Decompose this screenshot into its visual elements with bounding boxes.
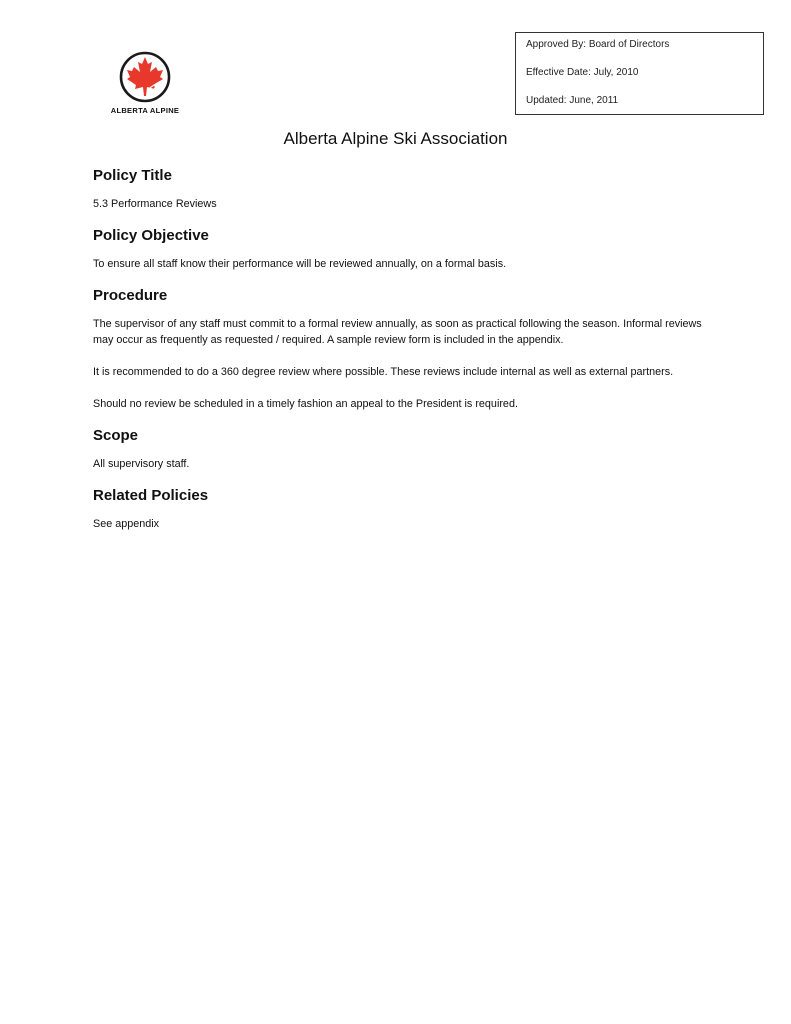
section-related-policies (93, 486, 703, 532)
logo-text: ALBERTA ALPINE (110, 106, 180, 115)
section-scope (93, 426, 703, 472)
section-policy-title (93, 166, 703, 212)
section-text: Should no review be scheduled in a timely fashion an appeal to the President is required. (93, 398, 518, 410)
policy-content (93, 166, 703, 544)
section-heading: Policy Objective (93, 227, 209, 244)
section-text: To ensure all staff know their performance will be reviewed annually, on a formal basis. (93, 258, 507, 270)
section-heading: Related Policies (93, 487, 209, 504)
section-heading: Scope (93, 427, 139, 444)
section-policy-objective (93, 226, 703, 272)
section-procedure (93, 286, 703, 412)
section-heading: Policy Title (93, 167, 172, 184)
section-text: All supervisory staff. (93, 458, 190, 470)
section-text: See appendix (93, 518, 160, 530)
document-title: Alberta Alpine Ski Association (283, 129, 508, 148)
section-text: The supervisor of any staff must commit to a formal review annually, as soon as practical following the season. Informal reviews may occur as frequently as requested / required. A sample review form is included in the appendix. (93, 318, 702, 346)
section-text: 5.3 Performance Reviews (93, 198, 217, 210)
updated-date: Updated: June, 2011 (526, 95, 619, 106)
effective-date: Effective Date: July, 2010 (526, 67, 639, 78)
approved-by: Approved By: Board of Directors (526, 39, 670, 50)
section-text: It is recommended to do a 360 degree review where possible. These reviews include internal as well as external partners. (93, 366, 674, 378)
section-heading: Procedure (93, 287, 168, 304)
maple-leaf-icon (117, 50, 173, 104)
approval-info-box (515, 32, 764, 115)
alberta-alpine-logo (104, 50, 186, 120)
